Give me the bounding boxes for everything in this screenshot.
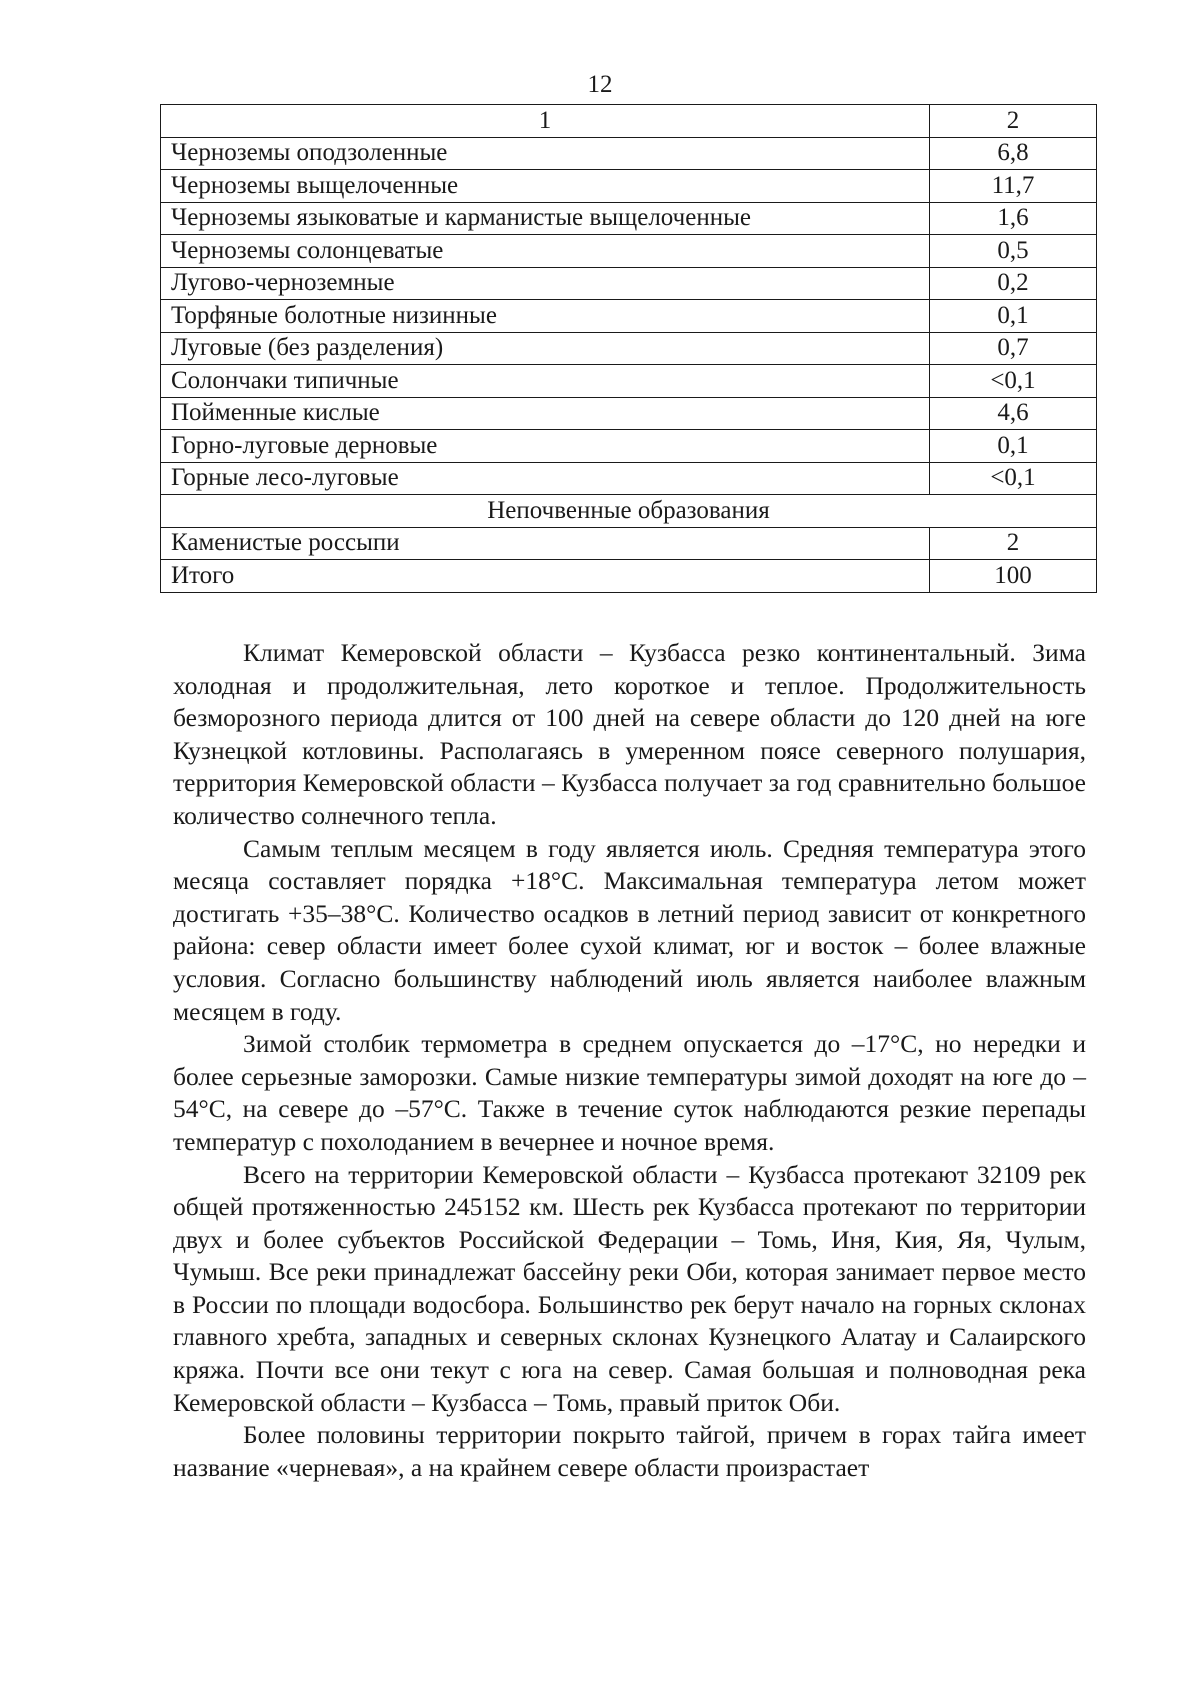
soil-name-cell: Черноземы выщелоченные	[161, 170, 930, 203]
soil-value-cell: 6,8	[930, 137, 1097, 170]
table-row	[161, 527, 1097, 560]
soil-name-cell: Торфяные болотные низинные	[161, 300, 930, 333]
table-row	[161, 397, 1097, 430]
page-number: 12	[587, 71, 613, 98]
soil-name-cell: Пойменные кислые	[161, 397, 930, 430]
total-value-cell: 100	[930, 560, 1097, 593]
table-row	[161, 235, 1097, 268]
soil-value-cell: 0,7	[930, 332, 1097, 365]
table-header-cell: 1	[161, 105, 930, 138]
table-row	[161, 332, 1097, 365]
soil-name-cell: Черноземы оподзоленные	[161, 137, 930, 170]
paragraph-taiga: Более половины территории покрыто тайгой, причем в горах тайга имеет название «черневая», а на крайнем севере области произрастает	[173, 1420, 1086, 1482]
soil-value-cell: <0,1	[930, 365, 1097, 398]
paragraph-climate: Климат Кемеровской области – Кузбасса резко континентальный. Зима холодная и продолжительная, лето короткое и теплое. Продолжительность безморозного периода длится от 100 дней на севере области до 120 дней на юге Кузнецкой котловины. Располагаясь в умеренном поясе северного полушария, территория Кемеровской области – Кузбасса получает за год сравнительно большое количество солнечного тепла.	[173, 638, 1086, 830]
table-section-title: Непочвенные образования	[161, 495, 1097, 528]
table-row	[161, 300, 1097, 333]
soil-value-cell: 0,1	[930, 300, 1097, 333]
soil-name-cell: Горно-луговые дерновые	[161, 430, 930, 463]
table-section-row	[161, 495, 1097, 528]
soil-name-cell: Горные лесо-луговые	[161, 462, 930, 495]
table-row	[161, 170, 1097, 203]
table-header-cell: 2	[930, 105, 1097, 138]
soil-value-cell: 11,7	[930, 170, 1097, 203]
table-row	[161, 137, 1097, 170]
table-row	[161, 267, 1097, 300]
soil-name-cell: Каменистые россыпи	[161, 527, 930, 560]
soil-name-cell: Черноземы солонцеватые	[161, 235, 930, 268]
soil-value-cell: 1,6	[930, 202, 1097, 235]
total-label-cell: Итого	[161, 560, 930, 593]
table-row	[161, 365, 1097, 398]
paragraph-rivers: Всего на территории Кемеровской области – Кузбасса протекают 32109 рек общей протяженностью 245152 км. Шесть рек Кузбасса протекают по территории двух и более субъектов Российской Федерации – Томь, Иня, Кия, Яя, Чулым, Чумыш. Все реки принадлежат бассейну реки Оби, которая занимает первое место в России по площади водосбора. Большинство рек берут начало на горных склонах главного хребта, западных и северных склонах Кузнецкого Алатау и Салаирского кряжа. Почти все они текут с юга на север. Самая большая и полноводная река Кемеровской области – Кузбасса – Томь, правый приток Оби.	[173, 1159, 1086, 1417]
paragraph-summer: Самым теплым месяцем в году является июль. Средняя температура этого месяца составляет порядка +18°С. Максимальная температура летом может достигать +35–38°С. Количество осадков в летний период зависит от конкретного района: север области имеет более сухой климат, юг и восток – более влажные условия. Согласно большинству наблюдений июль является наиболее влажным месяцем в году.	[173, 833, 1086, 1026]
soil-distribution-table	[160, 104, 1097, 593]
soil-name-cell: Луговые (без разделения)	[161, 332, 930, 365]
soil-value-cell: <0,1	[930, 462, 1097, 495]
soil-value-cell: 4,6	[930, 397, 1097, 430]
soil-value-cell: 0,2	[930, 267, 1097, 300]
soil-name-cell: Черноземы языковатые и карманистые выщелоченные	[161, 202, 930, 235]
soil-name-cell: Солончаки типичные	[161, 365, 930, 398]
body-text	[173, 637, 1086, 1484]
soil-value-cell: 2	[930, 527, 1097, 560]
table-row	[161, 462, 1097, 495]
table-total-row	[161, 560, 1097, 593]
paragraph-winter: Зимой столбик термометра в среднем опускается до –17°С, но нередки и более серьезные заморозки. Самые низкие температуры зимой доходят на юге до –54°С, на севере до –57°С. Также в течение суток наблюдаются резкие перепады температур с похолоданием в вечернее и ночное время.	[173, 1029, 1086, 1156]
table-header-row	[161, 105, 1097, 138]
table-row	[161, 202, 1097, 235]
soil-name-cell: Лугово-черноземные	[161, 267, 930, 300]
soil-value-cell: 0,1	[930, 430, 1097, 463]
table-row	[161, 430, 1097, 463]
soil-value-cell: 0,5	[930, 235, 1097, 268]
